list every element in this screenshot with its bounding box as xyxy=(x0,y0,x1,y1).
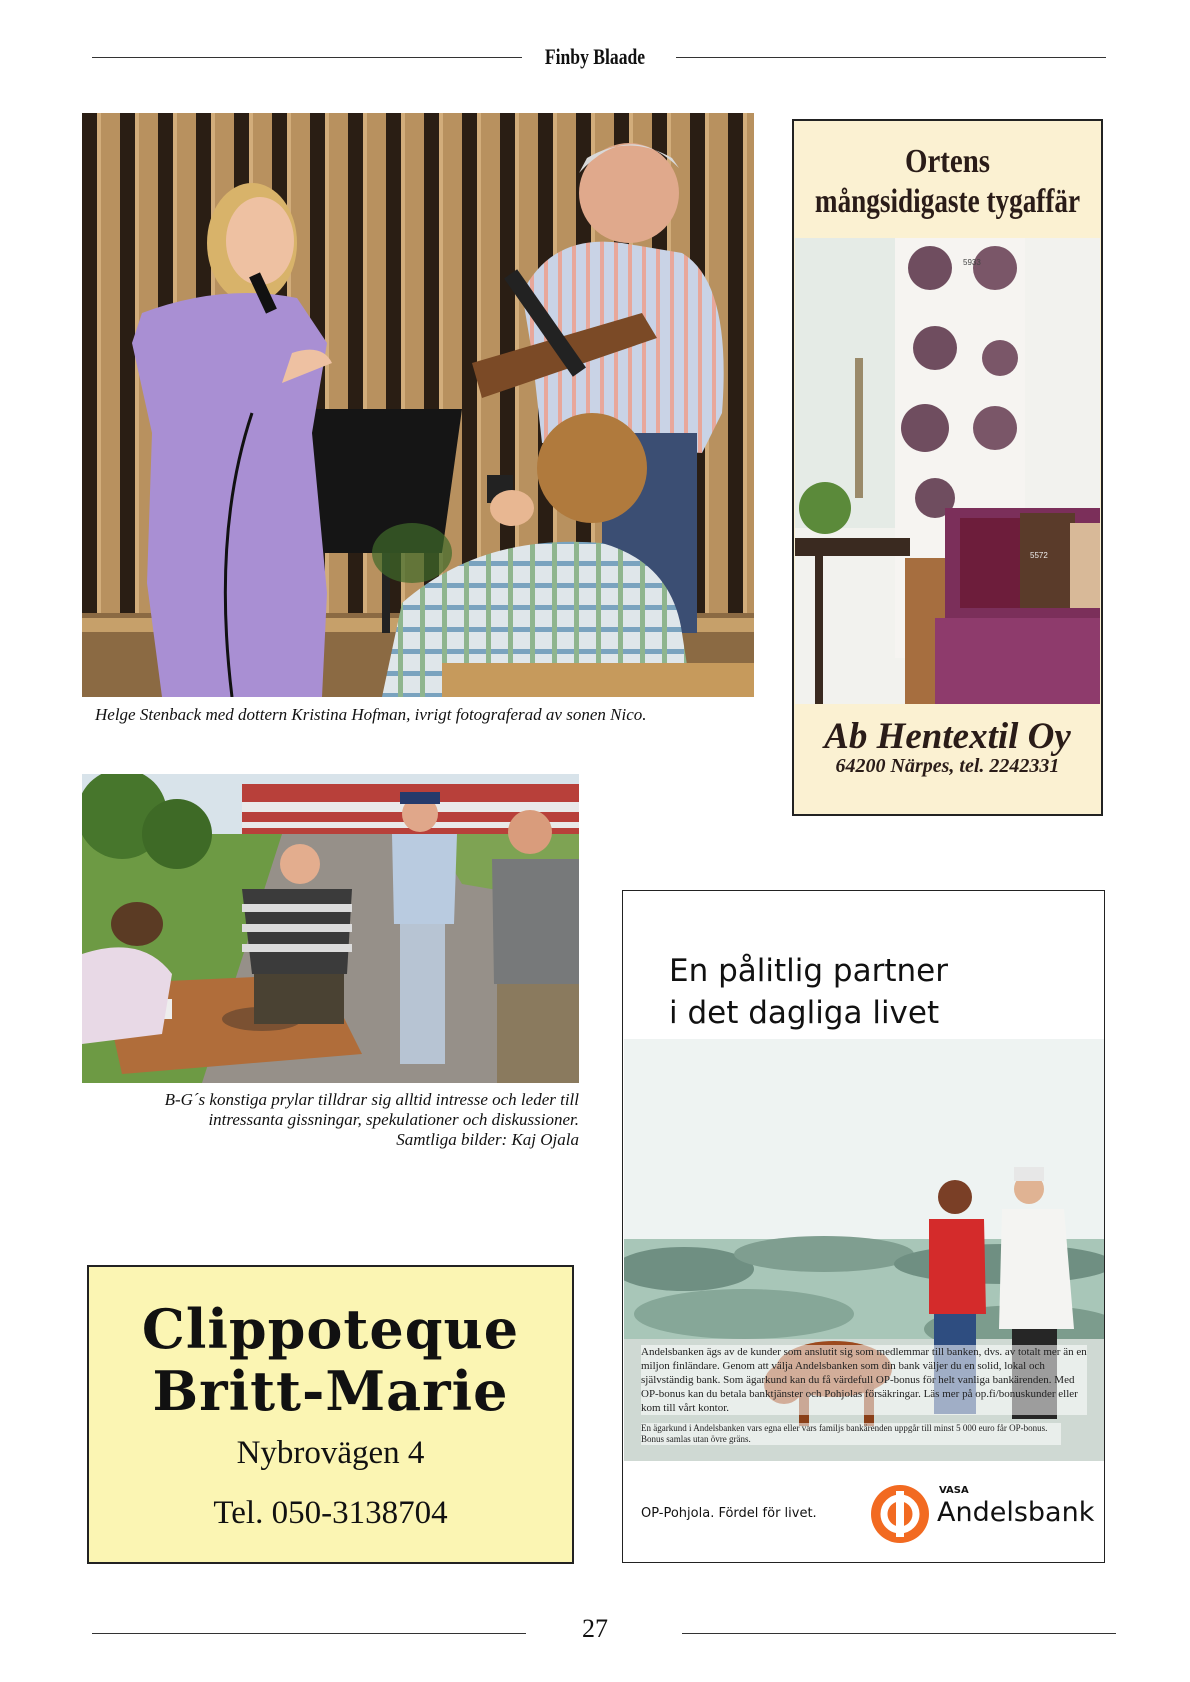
photo-outdoor-table xyxy=(82,774,579,1083)
caption-line-3: Samtliga bilder: Kaj Ojala xyxy=(396,1130,579,1149)
ad-hentextil xyxy=(792,119,1103,816)
ad-clippo-name-1: Clippoteque xyxy=(141,1297,520,1361)
outdoor-illustration xyxy=(82,774,579,1083)
ad-bank-headline-2: i det dagliga livet xyxy=(669,995,940,1031)
footer-rule-left xyxy=(92,1633,526,1634)
fabric-code-2: 5572 xyxy=(1030,551,1048,560)
ad-bank-slogan: OP-Pohjola. Fördel för livet. xyxy=(641,1506,817,1521)
ad-hentextil-headline-2: mångsidigaste tygaffär xyxy=(814,183,1081,220)
publication-title: Finby Blaade xyxy=(544,44,646,69)
fabric-code-1: 5933 xyxy=(963,258,981,267)
musicians-illustration xyxy=(82,113,754,697)
ad-andelsbank xyxy=(622,890,1105,1563)
header-rule-right xyxy=(676,57,1106,58)
photo-outdoor-caption xyxy=(82,1090,579,1150)
ad-hentextil-address: 64200 Närpes, tel. 2242331 xyxy=(835,755,1060,777)
caption-line-2: intressanta gissningar, spekulationer och diskussioner. xyxy=(208,1110,579,1129)
ad-hentextil-headline-1: Ortens xyxy=(904,143,991,180)
page-number: 27 xyxy=(582,1614,608,1643)
photo-musicians xyxy=(82,113,754,697)
ad-hentextil-room-image xyxy=(795,238,1100,704)
ad-bank-fine-print: En ägarkund i Andelsbanken vars egna eller vars familjs bankärenden uppgår till minst 5 000 euro får OP-bonus. Bonus samlas utan övre gräns. xyxy=(641,1423,1061,1445)
ad-clippo-name-2: Britt-Marie xyxy=(152,1359,509,1423)
caption-line-1: B-G´s konstiga prylar tilldrar sig alltid intresse och leder till xyxy=(164,1090,579,1109)
header-rule-left xyxy=(92,57,522,58)
ad-bank-logo-small: VASA xyxy=(939,1485,969,1496)
op-logo-icon xyxy=(871,1485,929,1543)
op-logo xyxy=(871,1485,929,1543)
curtain-sofa-illustration xyxy=(795,238,1100,704)
ad-clippo-address: Nybrovägen 4 xyxy=(236,1435,425,1471)
photo-musicians-caption: Helge Stenback med dottern Kristina Hofman, ivrigt fotograferad av sonen Nico. xyxy=(95,705,647,724)
ad-clippo-phone: Tel. 050-3138704 xyxy=(213,1495,448,1531)
ad-hentextil-company: Ab Hentextil Oy xyxy=(824,716,1071,757)
ad-bank-logo-name: Andelsbank xyxy=(937,1497,1095,1528)
ad-clippoteque xyxy=(87,1265,574,1564)
ad-bank-headline-1: En pålitlig partner xyxy=(669,953,948,989)
ad-bank-body: Andelsbanken ägs av de kunder som anslutit sig som medlemmar till banken, dvs. av totalt mer än en miljon finländare. Genom att välja Andelsbanken som din bank väljer du en solid, lokal och självständig bank. Som ägarkund kan du få värdefull OP-bonus för helt vanliga bankärenden. Med OP-bonus kan du betala banktjänster och Pohjolas försäkringar. Läs mer på op.fi/bonuskunder eller kom till vårt kontor. xyxy=(641,1346,1087,1414)
footer-rule-right xyxy=(682,1633,1116,1634)
